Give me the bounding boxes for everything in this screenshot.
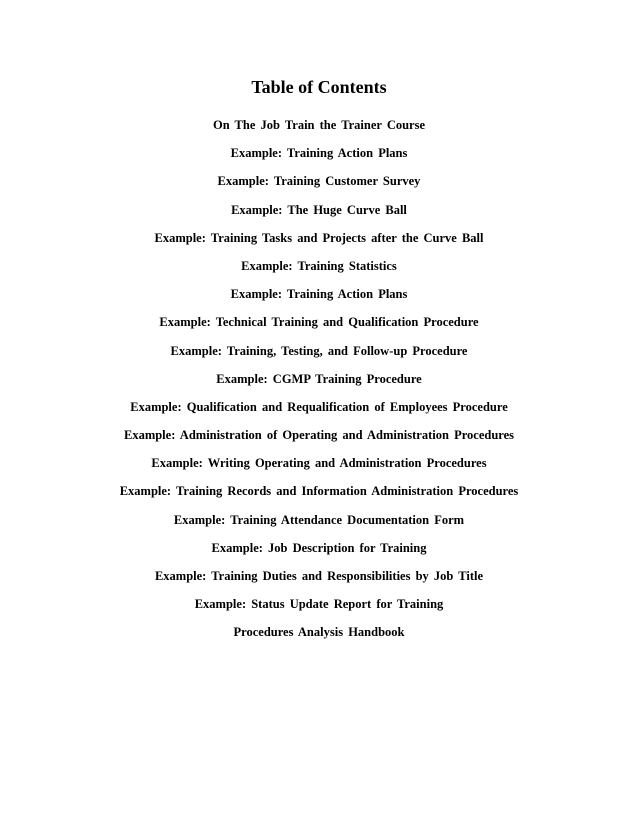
toc-list <box>0 115 638 651</box>
toc-entry: Example: Qualification and Requalification of Employees Procedure <box>130 399 508 414</box>
toc-entry: Example: Training Duties and Responsibilities by Job Title <box>154 569 484 583</box>
toc-entry: Example: Administration of Operating and Administration Procedures <box>123 428 515 443</box>
toc-entry: Example: CGMP Training Procedure <box>216 371 422 386</box>
toc-entry: Example: Training Records and Information Administration Procedures <box>119 484 519 499</box>
toc-entry: Procedures Analysis Handbook <box>233 625 405 640</box>
toc-entry: Example: Job Description for Training <box>211 540 427 555</box>
toc-entry: Example: Training Statistics <box>241 258 397 273</box>
toc-entry: Example: Training, Testing, and Follow-up Procedure <box>170 343 468 358</box>
page-title: Table of Contents <box>251 77 387 97</box>
toc-entry: Example: Training Attendance Documentation Form <box>173 512 465 527</box>
toc-entry: Example: Technical Training and Qualification Procedure <box>159 315 479 330</box>
toc-entry: Example: Training Action Plans <box>230 146 408 161</box>
toc-entry: Example: Training Customer Survey <box>217 174 421 189</box>
toc-entry: Example: The Huge Curve Ball <box>231 202 407 217</box>
toc-entry: Example: Training Tasks and Projects after the Curve Ball <box>154 230 484 245</box>
toc-entry: Example: Status Update Report for Training <box>194 597 444 612</box>
toc-entry: Example: Training Action Plans <box>230 287 408 302</box>
toc-entry: Example: Writing Operating and Administration Procedures <box>151 456 487 471</box>
toc-entry: On The Job Train the Trainer Course <box>212 118 426 132</box>
